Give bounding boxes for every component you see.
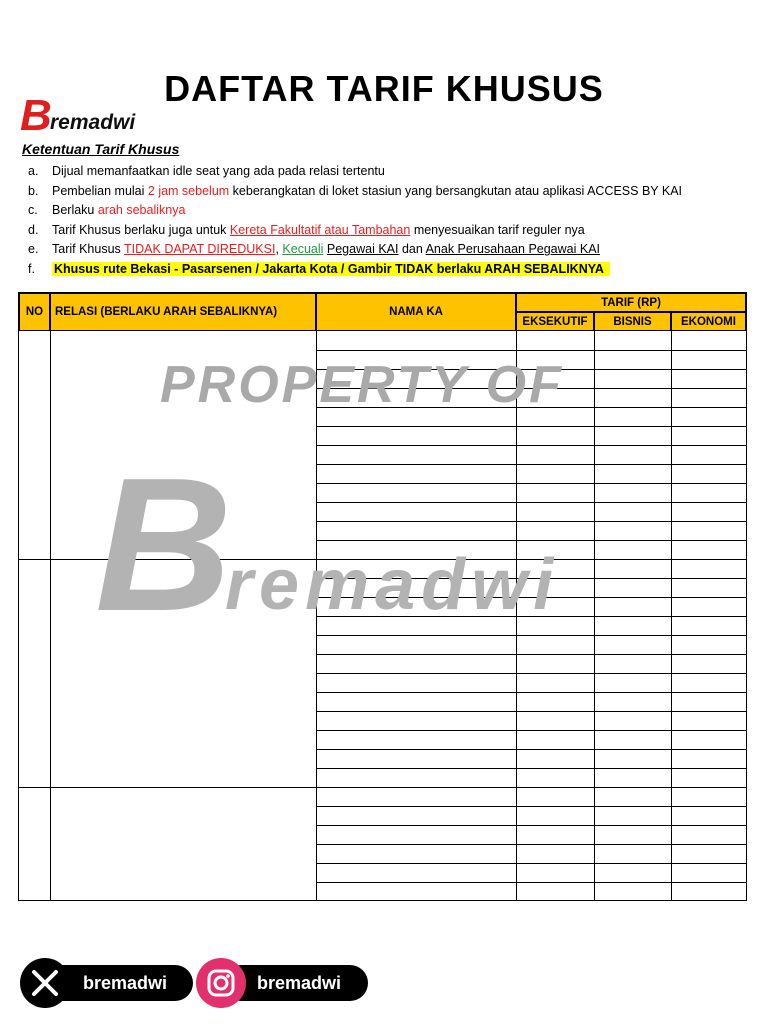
rule-item [20,221,760,241]
rule-item [20,260,760,280]
rule-text: Dijual memanfaatkan idle seat yang ada pada relasi tertentu [52,164,385,178]
grid-column-line [50,331,51,900]
table-row-line [316,825,746,826]
table-row-line [316,635,746,636]
table-row-line [316,730,746,731]
rule-letter: b. [28,183,39,198]
rule-letter: d. [28,222,39,237]
rule-text: Pembelian mulai 2 jam sebelum keberangkatan di loket stasiun yang bersangkutan atau aplikasi ACCESS BY KAI [52,183,683,198]
rule-letter: f. [28,261,35,276]
header-eksekutif: EKSEKUTIF [516,312,594,331]
rule-text: Tarif Khusus TIDAK DAPAT DIREDUKSI, Kecuali Pegawai KAI dan Anak Perusahaan Pegawai KAI [52,242,601,257]
table-row-line [316,749,746,750]
rule-text: Khusus rute Bekasi - Pasarsenen / Jakarta Kota / Gambir TIDAK berlaku ARAH SEBALIKNYA [52,260,610,280]
rule-item [20,182,760,202]
table-row-line [316,692,746,693]
watermark-property: PROPERTY OF [160,356,564,414]
table-row-line [316,483,746,484]
rule-letter: c. [28,203,38,218]
header-bisnis: BISNIS [594,312,671,331]
page-title: DAFTAR TARIF KHUSUS [164,68,604,109]
table-row-line [19,787,746,788]
header-relasi: RELASI (BERLAKU ARAH SEBALIKNYA) [50,293,316,331]
table-row-line [316,711,746,712]
table-row-line [316,445,746,446]
rule-item [20,201,760,221]
header-tarif: TARIF (RP) [516,293,746,312]
watermark-brand: remadwi [225,545,560,625]
brand-logo-initial: B [20,91,52,140]
header-nama-ka: NAMA KA [316,293,516,331]
header-no: NO [19,293,50,331]
table-row-line [316,806,746,807]
table-row-line [316,540,746,541]
table-row-line [316,426,746,427]
table-row-line [316,768,746,769]
table-row-line [316,863,746,864]
brand-logo-text: remadwi [50,111,136,134]
rule-text: Tarif Khusus berlaku juga untuk Kereta Fakultatif atau Tambahan menyesuaikan tarif reguler nya [52,222,585,237]
table-row-line [316,350,746,351]
rule-item [20,240,760,260]
table-row-line [316,464,746,465]
instagram-logo-icon [196,958,246,1008]
section-subtitle: Ketentuan Tarif Khusus [22,141,180,157]
x-logo-icon [20,958,70,1008]
x-handle-text: bremadwi [83,972,168,993]
rule-item [20,162,760,182]
table-row-line [316,673,746,674]
rules-list [20,162,760,280]
instagram-handle-text: bremadwi [257,972,342,993]
table-row-line [316,882,746,883]
rule-letter: e. [28,242,39,257]
rule-text: Berlaku arah sebaliknya [52,203,186,218]
table-row-line [316,521,746,522]
header-ekonomi: EKONOMI [671,312,746,331]
rule-letter: a. [28,164,39,178]
table-row-line [316,844,746,845]
table-row-line [316,502,746,503]
watermark-initial: B [95,439,233,651]
table-row-line [316,654,746,655]
